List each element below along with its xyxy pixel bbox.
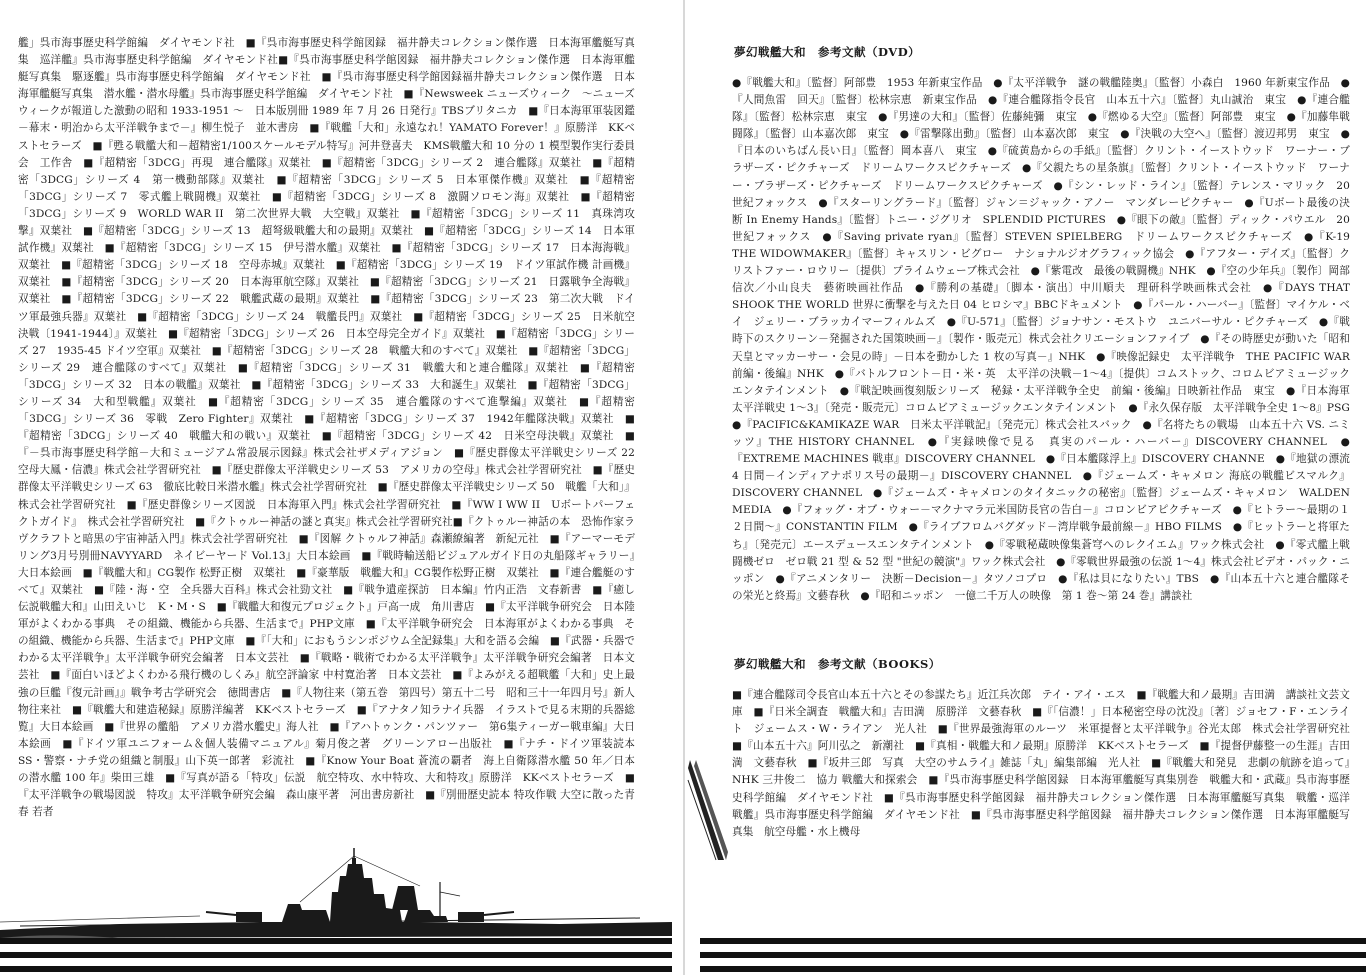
- stripe-bar: [700, 952, 1366, 958]
- diagonal-ornament: [688, 760, 728, 860]
- decorative-stripes-left: [0, 938, 672, 980]
- decorative-stripes-right: [700, 938, 1366, 980]
- stripe-bar: [700, 966, 1366, 972]
- stripe-bar: [0, 952, 672, 958]
- books-section-heading: 夢幻戦艦大和 参考文献（BOOKS）: [734, 657, 941, 671]
- stripe-bar: [700, 938, 1366, 944]
- dvd-section-heading: 夢幻戦艦大和 参考文献（DVD）: [734, 45, 921, 59]
- stripe-bar: [0, 966, 672, 972]
- dvd-reference-list: ●『戦艦大和』〔監督〕阿部豊 1953 年新東宝作品 ●『太平洋戦争 謎の戦艦陸奥』〔監督〕小森白 1960 年新東宝作品 ●『人間魚雷 回天』〔監督〕松林宗恵 新東宝作品 ●『連合艦隊指令長官 山本五十六』〔監督〕丸山誠治 東宝 ●『連合艦隊』〔監督〕松林宗恵 東宝 ●『男達の大和』〔監督〕佐藤純彌 東宝 ●『燃ゆる大空』〔監督〕阿部豊 東宝 ●『加藤隼戦闘隊』〔監督〕山本嘉次郎 東宝 ●『雷撃隊出動』〔監督〕山本嘉次郎 東宝 ●『決戦の大空へ』〔監督〕渡辺邦男 東宝 ●『日本のいちばん長い日』〔監督〕岡本喜八 東宝 ●『硫黄島からの手紙』〔監督〕クリント・イーストウッド ワーナー・ブラザーズ・ピクチャーズ ドリームワークスピクチャーズ ●『父親たちの星条旗』〔監督〕クリント・イーストウッド ワーナー・ブラザーズ・ピクチャーズ ドリームワークスピクチャーズ ●『シン・レッド・ライン』〔監督〕テレンス・マリック 20 世紀フォックス ●『スターリングラード』〔監督〕ジャン＝ジャック・アノー マンダレーピクチャー ●『Uボート最後の決断 In Enemy Hands』〔監督〕トニー・ジグリオ SPLENDID PICTURES ●『眼下の敵』〔監督〕ディック・パウエル 20 世紀フォックス ●『Saving private ryan』〔監督〕STEVEN SPIELBERG ドリームワークスピクチャーズ ●『K-19 THE WIDOWMAKER』〔監督〕キャスリン・ビグロー ナショナルジオグラフィック協会 ●『アフター・デイズ』〔監督〕クリストファー・ロウリー〔提供〕プライムウェーブ株式会社 ●『紫電改 最後の戦闘機』NHK ●『空の少年兵』〔製作〕岡部信次／小山良夫 藝術映画社作品 ●『勝利の基礎』〔脚本・演出〕中川順夫 理研科学映画株式会社 ●『DAYS THAT SHOOK THE WORLD 世界に衝撃を与えた日 04 ヒロシマ』BBCドキュメント ●『パール・ハーバー』〔監督〕マイケル・ベイ ジェリー・ブラッカイマーフィルムズ ●『U-571』〔監督〕ジョナサン・モストウ ユニバーサル・ピクチャーズ ●『戦時下のスクリーン－発掘された国策映画－』〔製作・販売元〕株式会社クリエーションファイブ ●『その時歴史が動いた「昭和天皇とマッカーサー・会見の時」－日本を動かした 1 枚の写真－』NHK ●『映像記録史 太平洋戦争 THE PACIFIC WAR 前編・後編』NHK ●『バトルフロント－日・米・英 太平洋の決戦－1～4』〔提供〕コムストック、コロムビアミュージックエンタテインメント ●『戦記映画復刻版シリーズ 秘録・太平洋戦争全史 前編・後編』日映新社作品 東宝 ●『日本海軍 太平洋戦史 1～3』〔発売・販売元〕コロムビアミュージックエンタテインメント ●『永久保存版 太平洋戦争全史 1～8』PSG ●『PACIFIC&KAMIKAZE WAR 日米太平洋戦記』〔発売元〕株式会社スバック ●『名将たちの戦場 山本五十六 VS. ニミッツ』THE HISTORY CHANNEL ●『実録映像で見る 真実のパール・ハーバー』DISCOVERY CHANNEL ●『EXTREME MACHINES 戦車』DISCOVERY CHANNEL ●『日本艦隊浮上』DISCOVERY CHANNE ●『地獄の漂流 4 日間－インディアナポリス号の最期－』DISCOVERY CHANNEL ●『ジェームズ・キャメロン 海底の戦艦ビスマルク』DISCOVERY CHANNEL ●『ジェームズ・キャメロンのタイタニックの秘密』〔監督〕ジェームズ・キャメロン WALDEN MEDIA ●『フォッグ・オブ・ウォー－マクナマラ元米国防長官の告白－』コロンビアピクチャーズ ●『ヒトラー～最期の１２日間～』CONSTANTIN FILM ●『ライブフロムバグダッド－湾岸戦争最前線－』HBO FILMS ●『ヒットラーと将軍たち』〔発売元〕エースデュースエンタテインメント ●『零戦秘蔵映像集蒼穹へのレクイエム』ワック株式会社 ●『零式艦上戦闘機ゼロ ゼロ戦 21 型 & 52 型 "世紀の競演"』ワック株式会社 ●『零戦世界最強の伝説 1～4』株式会社ビデオ・パック・ニッポン ●『アニメンタリー 決断－Decision－』タツノコプロ ●『私は貝になりたい』TBS ●『山本五十六と連合艦隊その栄光と終焉』文藝春秋 ●『昭和ニッポン 一億二千万人の映像 第 1 巻～第 24 巻』講談社: [732, 77, 1361, 602]
- stripe-bar: [0, 938, 672, 944]
- reference-list-left: 艦」呉市海事歴史科学館編 ダイヤモンド社 ■『呉市海事歴史科学館図録 福井静夫コレクション傑作選 日本海軍艦艇写真集 巡洋艦』呉市海事歴史科学館編 ダイヤモンド社■『呉市海事歴史科学館図録 福井静夫コレクション傑作選 日本海軍艦艇写真集 駆逐艦』呉市海事歴史科学館編 ダイヤモンド社 ■『呉市海事歴史科学館図録福井静夫コレクション傑作選 日本海軍艦艇写真集 潜水艦・潜水母艦』呉市海事歴史科学館編 ダイヤモンド社 ■『Newsweek ニューズウィーク ～ニューズウィークが報道した激動の昭和 1933-1951 ～ 日本版別冊 1989 年 7 月 26 日発行』TBSブリタニカ ■『日本海軍軍装図鑑－幕末・明治から太平洋戦争まで－』柳生悦子 並木書房 ■『戦艦「大和」永遠なれ！YAMATO Forever！』原勝洋 KKベストセラーズ ■『甦る戦艦大和－超精密1/100スケールモデル特写』河井登喜夫 KMS戦艦大和 10 分の 1 模型製作実行委員会 工作舎 ■『超精密「3DCG」再現 連合艦隊』双葉社 ■『超精密「3DCG」シリーズ 2 連合艦隊』双葉社 ■『超精密「3DCG」シリーズ 4 第一機動部隊』双葉社 ■『超精密「3DCG」シリーズ 5 日本軍傑作機』双葉社 ■『超精密「3DCG」シリーズ 7 零式艦上戦闘機』双葉社 ■『超精密「3DCG」シリーズ 8 激闘ソロモン海』双葉社 ■『超精密「3DCG」シリーズ 9 WORLD WAR II 第二次世界大戦 大空戦』双葉社 ■『超精密「3DCG」シリーズ 11 真珠湾攻撃』双葉社 ■『超精密「3DCG」シリーズ 13 超弩級戦艦大和の最期』双葉社 ■『超精密「3DCG」シリーズ 14 日本軍試作機』双葉社 ■『超精密「3DCG」シリーズ 15 伊号潜水艦』双葉社 ■『超精密「3DCG」シリーズ 17 日本海海戦』双葉社 ■『超精密「3DCG」シリーズ 18 空母赤城』双葉社 ■『超精密「3DCG」シリーズ 19 ドイツ軍試作機 計画機』双葉社 ■『超精密「3DCG」シリーズ 20 日本海軍航空隊』双葉社 ■『超精密「3DCG」シリーズ 21 日露戦争全海戦』双葉社 ■『超精密「3DCG」シリーズ 22 戦艦武蔵の最期』双葉社 ■『超精密「3DCG」シリーズ 23 第二次大戦 ドイツ軍最強兵器』双葉社 ■『超精密「3DCG」シリーズ 24 戦艦長門』双葉社 ■『超精密「3DCG」シリーズ 25 日米航空決戦〔1941-1944〕』双葉社 ■『超精密「3DCG」シリーズ 26 日本空母完全ガイド』双葉社 ■『超精密「3DCG」シリーズ 27 1935-45 ドイツ空軍』双葉社 ■『超精密「3DCG」シリーズ 28 戦艦大和のすべて』双葉社 ■『超精密「3DCG」シリーズ 29 連合艦隊のすべて』双葉社 ■『超精密「3DCG」シリーズ 31 戦艦大和と連合艦隊』双葉社 ■『超精密「3DCG」シリーズ 32 日本の戦艦』双葉社 ■『超精密「3DCG」シリーズ 33 大和誕生』双葉社 ■『超精密「3DCG」シリーズ 34 大和型戦艦』双葉社 ■『超精密「3DCG」シリーズ 35 連合艦隊のすべて進撃編』双葉社 ■『超精密「3DCG」シリーズ 36 零戦 Zero Fighter』双葉社 ■『超精密「3DCG」シリーズ 37 1942年艦隊決戦』双葉社 ■『超精密「3DCG」シリーズ 40 戦艦大和の戦い』双葉社 ■『超精密「3DCG」シリーズ 42 日米空母決戦』双葉社 ■『－呉市海事歴史科学館－大和ミュージアム常設展示図録』株式会社ザメディアジョン ■『歴史群像太平洋戦史シリーズ 22 空母大鳳・信濃』株式会社学習研究社 ■『歴史群像太平洋戦史シリーズ 53 アメリカの空母』株式会社学習研究社 ■『歴史群像太平洋戦史シリーズ 63 徹底比較日米潜水艦』株式会社学習研究社 ■『歴史群像太平洋戦史シリーズ 50 戦艦「大和」』株式会社学習研究社 ■『歴史群像シリーズ図説 日本海軍入門』株式会社学習研究社 ■『WW I WW II Uボートパーフェクトガイド』 株式会社学習研究社 ■『クトゥルー神話の謎と真実』株式会社学習研究社■『クトゥルー神話の本 恐怖作家ラヴクラフトと暗黒の宇宙神話入門』株式会社学習研究社 ■『図解 クトゥルフ神話』森瀬繚編著 新紀元社 ■『アーマーモデリング3月号別冊NAVYYARD ネイビーヤード Vol.13』大日本絵画 ■『戦時輸送船ビジュアルガイド日の丸船隊ギャラリー』大日本絵画 ■『戦艦大和』CG製作 松野正樹 双葉社 ■『豪華版 戦艦大和』CG製作松野正樹 双葉社 ■『連合艦艇のすべて』双葉社 ■『陸・海・空 全兵器大百科』株式会社勁文社 ■『戦争遺産探訪 日本編』竹内正浩 文春新書 ■『癒し伝説戦艦大和』山田えいじ K・M・S ■『戦艦大和復元プロジェクト』戸高一成 角川書店 ■『太平洋戦争研究会 日本陸軍がよくわかる事典 その組織、機能から兵器、生活まで』PHP文庫 ■『太平洋戦争研究会 日本海軍がよくわかる事典 その組織、機能から兵器、生活まで』PHP文庫 ■『「大和」におもうシンポジウム全記録集』大和を語る会編 ■『武器・兵器でわかる太平洋戦争』太平洋戦争研究会編著 日本文芸社 ■『戦略・戦術でわかる太平洋戦争』太平洋戦争研究会編著 日本文芸社 ■『面白いほどよくわかる飛行機のしくみ』航空評論家 中村寛治著 日本文芸社 ■『よみがえる超戦艦「大和」史上最強の巨艦『復元計画』』戦争考古学研究会 徳間書店 ■『人物往来（第五巻 第四号）第五十二号 昭和三十一年四月号』新人物往来社 ■『戦艦大和建造秘録』原勝洋編著 KKベストセラーズ ■『アナタノ知ラナイ兵器 イラストで見る末期的兵器総覧』大日本絵画 ■『世界の艦船 アメリカ潜水艦史』海人社 ■『アハトゥンク・パンツァー 第6集ティーガー戦車編』大日本絵画 ■『ドイツ軍ユニフォーム＆個人装備マニュアル』菊月俊之著 グリーンアロー出版社 ■『ナチ・ドイツ軍装読本 SS・警察・ナチ党の組織と制服』山下英一郎著 彩流社 ■『Know Your Boat 蒼流の覇者 海上自衛隊潜水艦 50 年／日本の潜水艦 100 年』柴田三雄 ■『写真が語る「特攻」伝説 航空特攻、水中特攻、大和特攻』原勝洋 KKベストセラーズ ■『太平洋戦争の戦場図説 特攻』太平洋戦争研究会編 森山康平著 河出書房新社 ■『別冊歴史読本 特攻作戦 大空に散った青春 若者: [18, 37, 646, 819]
- books-reference-list: ■『連合艦隊司令長官山本五十六とその参謀たち』近江兵次郎 テイ・アイ・エス ■『戦艦大和ノ最期』吉田満 講談社文芸文庫 ■『日米全調査 戦艦大和』吉田満 原勝洋 文藝春秋 ■『「信濃！」日本秘密空母の沈没』〔著〕ジョセフ・F・エンライト ジェームス・W・ライアン 光人社 ■『世界最強海軍のルーツ 米軍提督と太平洋戦争』谷光太郎 株式会社学習研究社 ■『山本五十六』阿川弘之 新潮社 ■『真相・戦艦大和ノ最期』原勝洋 KKベストセラーズ ■『提督伊藤整一の生涯』吉田満 文藝春秋 ■『坂井三郎 写真 大空のサムライ』雑誌「丸」編集部編 光人社 ■『戦艦大和発見 悲劇の航跡を追って』NHK 三井俊二 協力 戦艦大和探索会 ■『呉市海事歴史科学館図録 日本海軍艦艇写真集別巻 戦艦大和・武蔵』呉市海事歴史科学館編 ダイヤモンド社 ■『呉市海事歴史科学館図録 福井静夫コレクション傑作選 日本海軍艦艇写真集 戦艦・巡洋戦艦』呉市海事歴史科学館編 ダイヤモンド社 ■『呉市海事歴史科学館図録 福井静夫コレクション傑作選 日本海軍艦艇写真集 航空母艦・水上機母: [732, 689, 1361, 838]
- page-gutter: [683, 0, 685, 975]
